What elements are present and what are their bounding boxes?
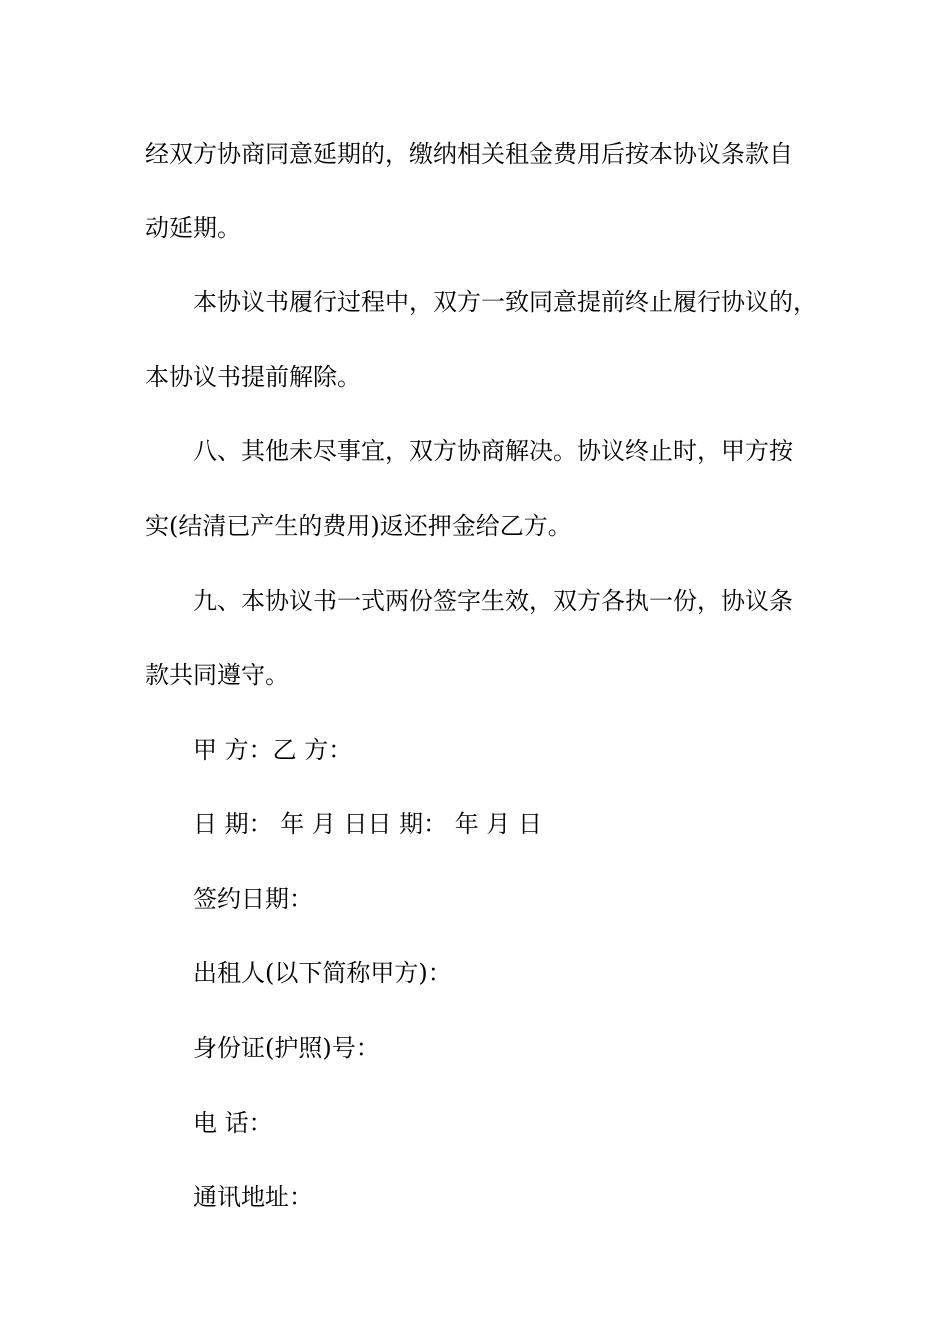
clause-nine-line-2: 款共同遵守。 <box>145 661 289 689</box>
phone-label: 电 话： <box>193 1109 273 1137</box>
id-number-label: 身份证(护照)号： <box>193 1034 380 1062</box>
address-label: 通讯地址： <box>193 1183 313 1211</box>
clause-nine-line-1: 九、本协议书一式两份签字生效，双方各执一份，协议条 <box>193 587 793 615</box>
text-line-2: 动延期。 <box>145 214 241 242</box>
text-line-1: 经双方协商同意延期的，缴纳相关租金费用后按本协议条款自 <box>145 140 793 168</box>
clause-eight-line-1: 八、其他未尽事宜，双方协商解决。协议终止时，甲方按 <box>193 437 793 465</box>
date-signature-line: 日 期： 年 月 日日 期： 年 月 日 <box>193 810 543 838</box>
party-signature-line: 甲 方：乙 方： <box>193 736 353 764</box>
clause-eight-line-2: 实(结清已产生的费用)返还押金给乙方。 <box>145 512 572 540</box>
lessor-label: 出租人(以下简称甲方)： <box>193 959 452 987</box>
signing-date-label: 签约日期： <box>193 885 313 913</box>
text-line-4: 本协议书提前解除。 <box>145 363 361 391</box>
text-line-3: 本协议书履行过程中，双方一致同意提前终止履行协议的， <box>193 288 817 316</box>
